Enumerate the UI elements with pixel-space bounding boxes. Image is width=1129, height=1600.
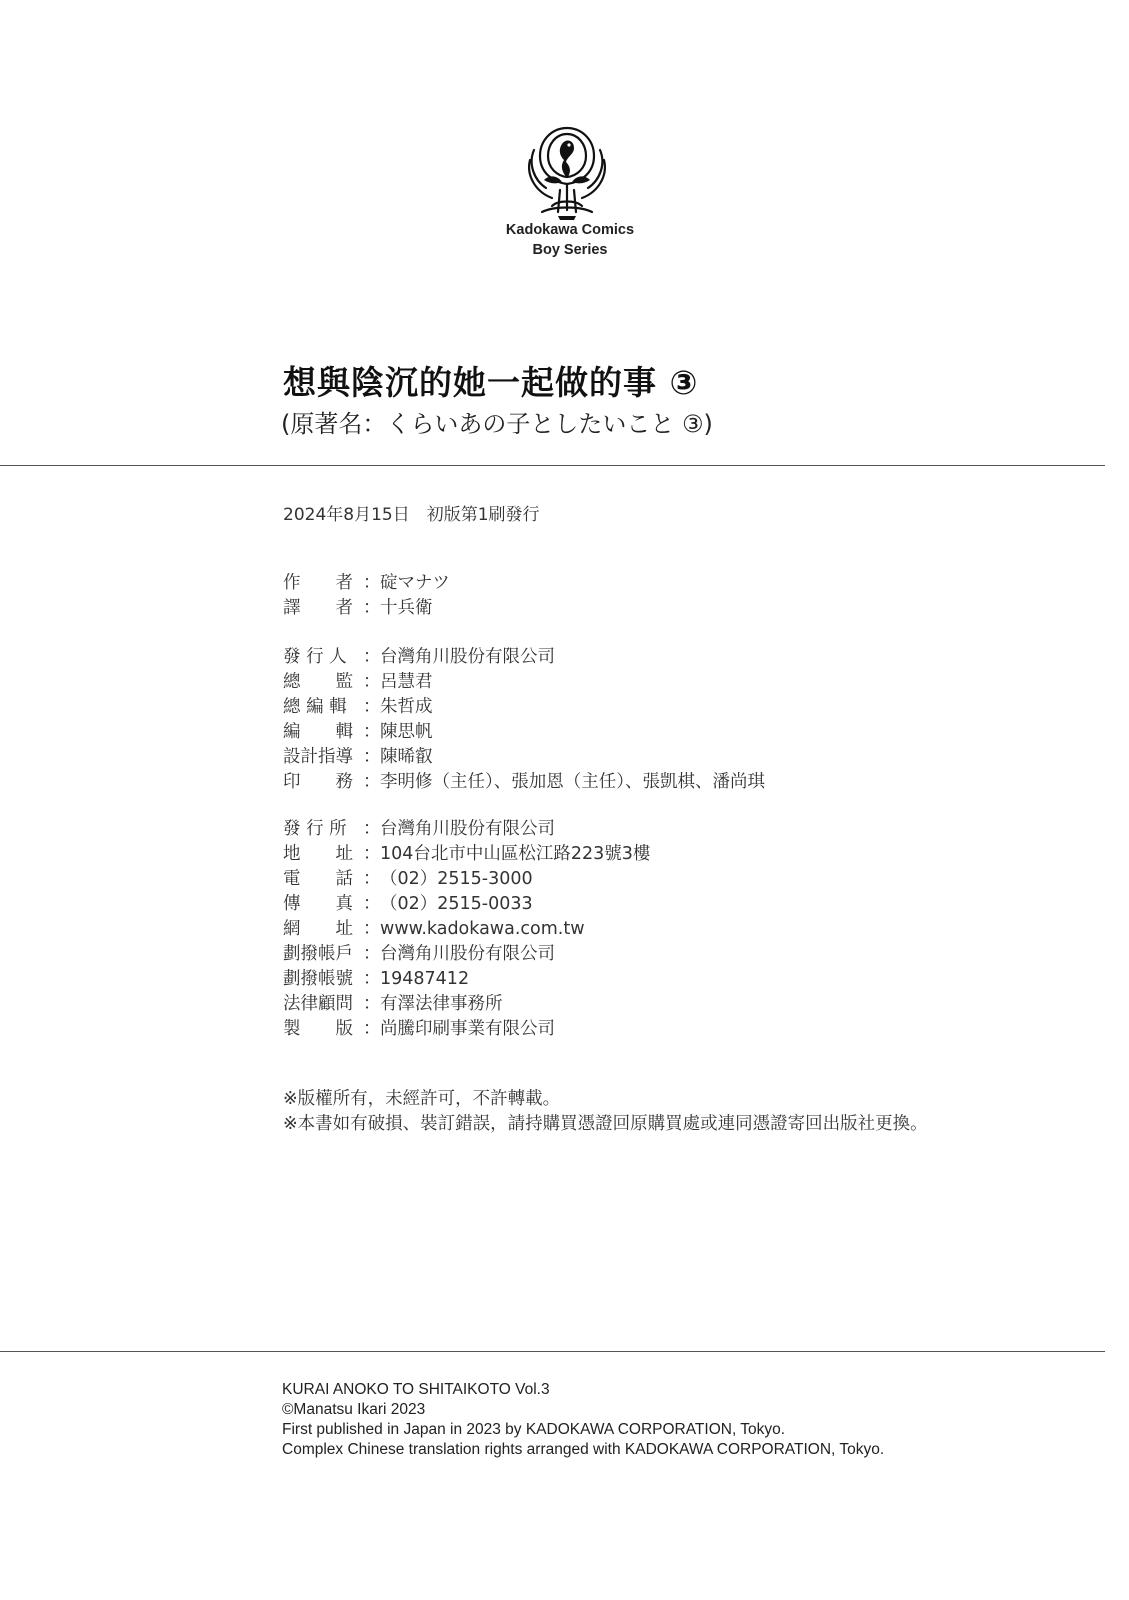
- credit-value: （02）2515-0033: [380, 894, 533, 914]
- credit-label: 劃撥帳號: [283, 969, 353, 989]
- credit-label: 網 址: [283, 919, 353, 939]
- credit-value: 19487412: [380, 969, 470, 989]
- english-title-line: KURAI ANOKO TO SHITAIKOTO Vol.3: [282, 1381, 550, 1398]
- credit-label: 劃撥帳戶: [283, 944, 353, 964]
- credit-row: 印 務 ： 李明修（主任）、張加恩（主任）、張凱棋、潘尚琪: [283, 770, 765, 795]
- credit-value: （02）2515-3000: [380, 869, 533, 889]
- credit-label: 法律顧問: [283, 994, 353, 1014]
- credit-value: 台灣角川股份有限公司: [380, 944, 555, 964]
- credit-value: 李明修（主任）、張加恩（主任）、張凱棋、潘尚琪: [380, 772, 765, 792]
- first-published-line: First published in Japan in 2023 by KADOKAWA CORPORATION, Tokyo.: [282, 1421, 786, 1438]
- credit-row: 譯 者 ： 十兵衛: [283, 596, 450, 621]
- credit-value: 呂慧君: [380, 672, 433, 692]
- credit-value: 台灣角川股份有限公司: [380, 647, 555, 667]
- copyright-note: ※版權所有，未經許可，不許轉載。: [283, 1089, 561, 1109]
- credit-row: 發 行 人 ： 台灣角川股份有限公司: [283, 645, 765, 670]
- translation-rights-line: Complex Chinese translation rights arranged with KADOKAWA CORPORATION, Tokyo.: [282, 1441, 885, 1458]
- credit-row: 劃撥帳號 ： 19487412: [283, 967, 650, 992]
- series-line-2: Boy Series: [532, 242, 608, 258]
- credit-label: 發 行 所: [283, 819, 347, 839]
- credit-row: 電 話 ： （02）2515-3000: [283, 867, 650, 892]
- credit-label: 傳 真: [283, 894, 353, 914]
- credits-authors: [283, 571, 450, 621]
- phoenix-emblem-icon: [522, 120, 612, 224]
- credit-row: 法律顧問 ： 有澤法律事務所: [283, 992, 650, 1017]
- original-title: (原著名：くらいあの子としたいこと ③): [281, 410, 713, 438]
- credit-label: 發 行 人: [283, 647, 347, 667]
- credit-value: 碇マナツ: [380, 573, 450, 593]
- divider-top: [0, 465, 1105, 466]
- credit-label: 印 務: [283, 772, 353, 792]
- credit-label: 總 編 輯: [283, 697, 347, 717]
- credit-row: 傳 真 ： （02）2515-0033: [283, 892, 650, 917]
- series-line-1: Kadokawa Comics: [505, 222, 635, 238]
- english-rights: [282, 1380, 884, 1460]
- divider-bottom: [0, 1351, 1105, 1352]
- copyright-line: ©Manatsu Ikari 2023: [282, 1401, 426, 1418]
- credit-row: 發 行 所 ： 台灣角川股份有限公司: [283, 817, 650, 842]
- credit-row: 編 輯 ： 陳思帆: [283, 720, 765, 745]
- credit-label: 設計指導: [283, 747, 353, 767]
- credit-value: 台灣角川股份有限公司: [380, 819, 555, 839]
- credit-label: 地 址: [283, 844, 353, 864]
- credit-row: 地 址 ： 104台北市中山區松江路223號3樓: [283, 842, 650, 867]
- credit-value: 陳思帆: [380, 722, 433, 742]
- credit-row: 設計指導 ： 陳晞叡: [283, 745, 765, 770]
- credit-row: 作 者 ： 碇マナツ: [283, 571, 450, 596]
- credit-row: 製 版 ： 尚騰印刷事業有限公司: [283, 1017, 650, 1042]
- credit-label: 製 版: [283, 1019, 353, 1039]
- credit-row: 網 址 ： www.kadokawa.com.tw: [283, 917, 650, 942]
- credit-label: 電 話: [283, 869, 353, 889]
- credit-label: 譯 者: [283, 598, 353, 618]
- return-policy-note: ※本書如有破損、裝訂錯誤，請持購買憑證回原購買處或連同憑證寄回出版社更換。: [283, 1114, 928, 1134]
- credit-value: 朱哲成: [380, 697, 433, 717]
- credit-label: 總 監: [283, 672, 353, 692]
- credit-row: 總 監 ： 呂慧君: [283, 670, 765, 695]
- credit-value: 尚騰印刷事業有限公司: [380, 1019, 555, 1039]
- credits-staff: [283, 645, 765, 795]
- book-title: 想與陰沉的她一起做的事 ③: [283, 363, 699, 402]
- credit-value: 陳晞叡: [380, 747, 433, 767]
- credit-value: 有澤法律事務所: [380, 994, 503, 1014]
- edition-date: 2024年8月15日 初版第1刷發行: [283, 505, 540, 525]
- credit-label: 作 者: [283, 573, 353, 593]
- credit-value: 104台北市中山區松江路223號3樓: [380, 844, 651, 864]
- credits-publisher: [283, 817, 650, 1042]
- website-link[interactable]: www.kadokawa.com.tw: [380, 919, 585, 939]
- copyright-notes: [283, 1087, 928, 1137]
- credit-row: 總 編 輯 ： 朱哲成: [283, 695, 765, 720]
- credit-row: 劃撥帳戶 ： 台灣角川股份有限公司: [283, 942, 650, 967]
- credit-label: 編 輯: [283, 722, 353, 742]
- credit-value: 十兵衛: [380, 598, 433, 618]
